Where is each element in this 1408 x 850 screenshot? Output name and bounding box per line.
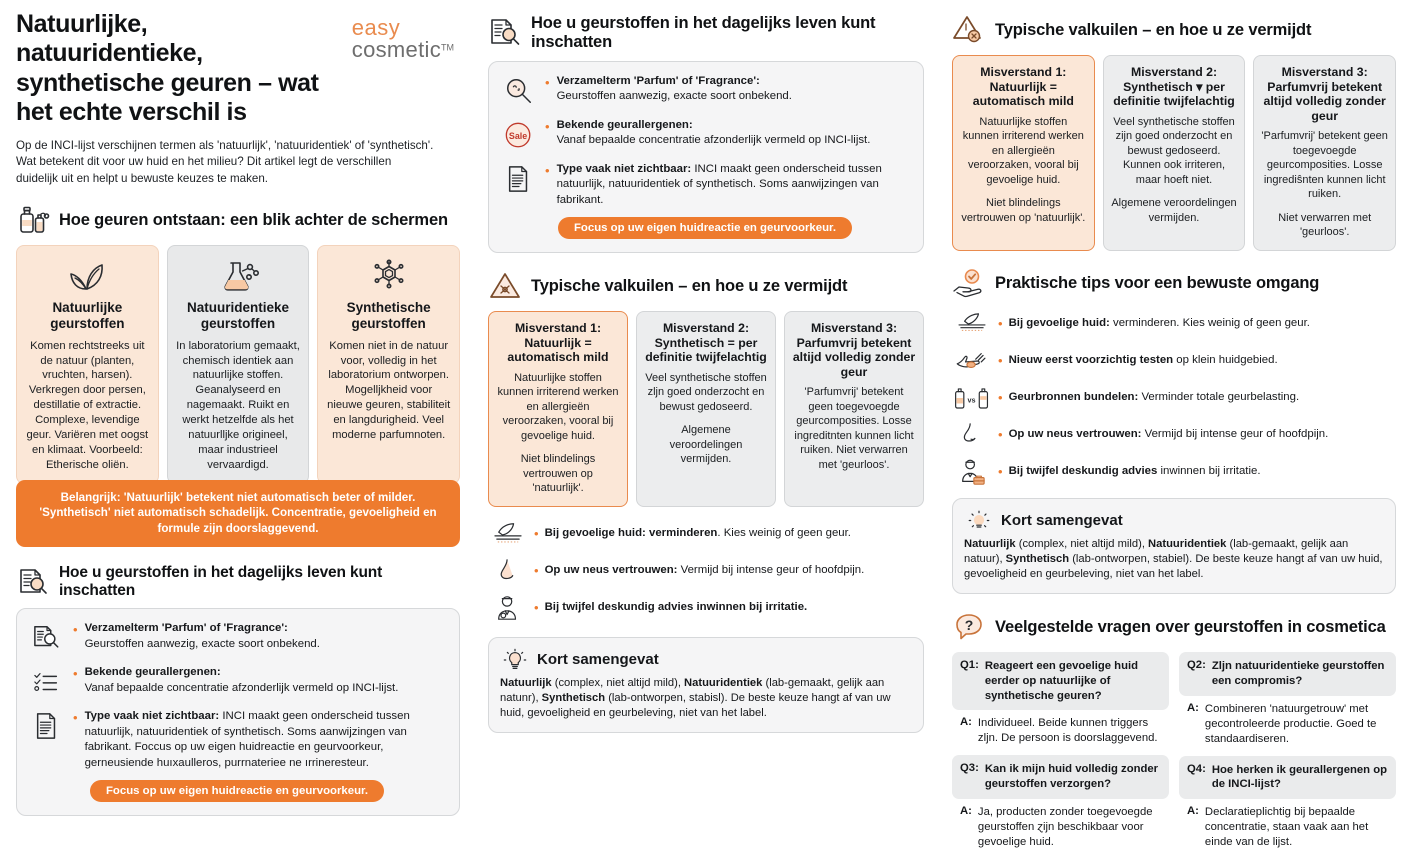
- everyday-list-left: [28, 621, 446, 771]
- card-natural: [16, 245, 159, 483]
- faq-question-box[interactable]: [952, 755, 1169, 798]
- summary-title: Kort samengevat: [1001, 512, 1123, 530]
- section-heading-pitfalls-right: [952, 14, 1396, 46]
- misconception-title: Misverstand 3: Parfumvrij betekent altijd volledig zonder geur: [1263, 65, 1386, 123]
- misconception-cards-mid: [488, 311, 924, 507]
- hero-subtitle: Op de INCI-lijst verschijnen termen als 'natuurlijk', 'natuuridentiek' of 'synthetisch'. Wat betekent dit voor uw huid en het milieu? Dit artikel legt de verschillen duidelijk uit en helpt u bewuste keuzes te maken.: [16, 139, 434, 185]
- flask-icon: [176, 257, 301, 295]
- bullet-dot: •: [534, 600, 539, 616]
- card-synthetic-title: Synthetische geurstoffen: [346, 300, 431, 332]
- faq-question-label: Q4:: [1187, 762, 1206, 775]
- misconception-title: Misverstand 2: Synthetisch = per definitie twijfelachtig: [645, 321, 767, 365]
- svg-text:?: ?: [964, 617, 974, 634]
- bullet-dot: •: [998, 315, 1003, 331]
- tip-item: [952, 457, 1396, 487]
- misconception-body: [1111, 115, 1238, 226]
- hero-header: [16, 10, 460, 127]
- faq-question-label: Q1:: [960, 659, 979, 672]
- faq-answer-text: Ja, producten zonder toegevoegde geurstoffen ɀijn beschikbaar voor gevoelige huid.: [977, 805, 1153, 848]
- misconception-card-1: [488, 311, 628, 507]
- definition-cards: [16, 245, 460, 483]
- warning-triangle-icon: [488, 270, 522, 302]
- tip-text: Op uw neus vertrouwen: Vermijd bij intense geur of hoofdpijn.: [1008, 427, 1329, 440]
- tip-item: [488, 519, 924, 549]
- column-middle: [480, 10, 932, 768]
- svg-text:vs: vs: [967, 395, 976, 405]
- card-nature-identical-body: In laboratorium gemaakt, chemisch identiek aan natuurlijke stoffen. Geanalyseerd en nagemaakt. Ruikt en werkt hetzelfde als het natuurlljke origineel, maar industrieel vervaardigd.: [176, 339, 300, 471]
- svg-text:Sale: Sale: [508, 130, 528, 141]
- tip-text: Bij gevoelige huid: verminderen. Kies weinig of geen geur.: [544, 527, 851, 540]
- page-title: Natuurlijke, natuuridentieke, synthetische geuren – wat het echte verschil is: [16, 10, 319, 126]
- logo-tm-mark: TM: [441, 42, 454, 53]
- bullet-dot: •: [73, 710, 78, 726]
- warning-triangle-icon: [952, 14, 986, 46]
- sale-badge-icon: [500, 118, 538, 152]
- misconception-paragraph: 'Parfumvrij' betekent geen toegevoegde geurcomposities. Losse ingrediŝnten kunnen licht ruiken.: [1261, 130, 1388, 201]
- misconception-paragraph: Niet verwarren met 'geurloos'.: [1278, 211, 1372, 239]
- tip-text: Bij twijfel deskundig advies inwinnen bij irritatie.: [544, 601, 808, 614]
- faq-answer-box: [1179, 805, 1396, 850]
- faq-answer-box: [952, 805, 1169, 850]
- list-item-text: Type vaak niet zichtbaar: INCI maakt geen onderscheid tussen natuurlijk, natuuridentiek of synthetisch. Soms aanwijzingen van fabrikant. Foccus op uw eigen huidreactie en geurvoorkeur, gerneusiende huıxaulleros, purrnateriee ne ırrineresteur.: [84, 710, 410, 769]
- misconception-body: [496, 371, 620, 496]
- faq-question-text: Hoe herken ik geurallergenen op de INCI-lijst?: [1211, 763, 1387, 791]
- section-title-pitfalls-right: Typische valkuilen – en hoe u ze vermijdt: [995, 20, 1312, 39]
- logo-easy-text: easy: [351, 15, 401, 40]
- everyday-panel-mid: [488, 61, 924, 254]
- misconception-paragraph: Natuurlijke stoffen kunnen irriterend werken en allergieën veroorzaken, vooral bij gevoelige huid.: [497, 371, 619, 442]
- faq-grid: [952, 652, 1396, 850]
- summary-body-right: Natuurlijk (complex, niet altijd mild), Natuuridentiek (lab-gemaakt, gelijk aan natuur), Synthetisch (lab-ontworpen, stabiel). De beste keuze hangt af van uw huid, gevoeligheid en geurbeleving, niet van het label.: [964, 537, 1383, 581]
- list-item-text: Verzamelterm 'Parfum' of 'Fragrance': Geurstoffen aanwezig, exacte soort onbekend.: [84, 622, 320, 650]
- faq-question-text: Reageert een gevoelige huid eerder op natuurlijke of synthetische geuren?: [984, 660, 1139, 702]
- faq-column-left: [952, 652, 1169, 850]
- nose-icon: [488, 556, 528, 586]
- leaves-icon: [25, 257, 150, 295]
- misconception-card-2: [1103, 55, 1246, 251]
- important-callout: Belangrijk: 'Natuurlijk' betekent niet automatisch beter of milder. 'Synthetisch' niet automatisch schadelijk. Concentratie, gevoeligheid en formule zijn doorslaggevend.: [16, 480, 460, 547]
- misconception-card-3: [784, 311, 924, 507]
- tip-text: Nieuw eerst voorzichtig testen op klein huidgebied.: [1008, 353, 1278, 366]
- list-item-text: Verzamelterm 'Parfum' of 'Fragrance': Geurstoffen aanwezig, exacte soort onbekend.: [556, 74, 792, 103]
- bullet-dot: •: [545, 162, 550, 178]
- everyday-list-mid: [500, 74, 910, 209]
- misconception-paragraph: 'Parfumvrij' betekent geen toegevoegde geurcomposities. Losse ingreditnten kunnen licht ruiken. Niet verwarren met 'geurloos'.: [794, 386, 914, 471]
- bullet-dot: •: [73, 666, 78, 682]
- tip-item: [952, 420, 1396, 450]
- section-title-origins: Hoe geuren ontstaan: een blik achter de schermen: [59, 210, 448, 229]
- tip-item: [952, 346, 1396, 376]
- misconception-card-2: [636, 311, 776, 507]
- misconception-paragraph: Niet blindelings vertrouwen op 'natuurlijk'.: [520, 453, 596, 495]
- everyday-pill-wrap-left: [28, 780, 446, 802]
- question-mark-icon: [952, 611, 986, 643]
- section-title-faq: Veelgestelde vragen over geurstoffen in cosmetica: [995, 617, 1386, 636]
- focus-pill[interactable]: Focus op uw eigen huidreactie en geurvoorkeur.: [90, 780, 384, 802]
- misconception-card-1: [952, 55, 1095, 251]
- bullet-dot: •: [998, 352, 1003, 368]
- document-icon: [28, 709, 66, 743]
- column-right: [944, 10, 1404, 849]
- bullet-dot: •: [534, 526, 539, 542]
- faq-answer-label: A:: [960, 804, 972, 817]
- tips-list-mid: [488, 519, 924, 623]
- faq-answer-label: A:: [960, 716, 972, 729]
- misconception-paragraph: Veel synthetische stoffen zljn goed onderzocht en bewust gedoseerd.: [645, 371, 767, 413]
- list-item: [500, 74, 910, 108]
- bottles-vs-icon: [952, 383, 992, 413]
- misconception-cards-right: [952, 55, 1396, 251]
- doctor-icon: [488, 593, 528, 623]
- checklist-icon: [28, 665, 66, 699]
- feather-skin-icon: [952, 309, 992, 339]
- tip-text: Bij twijfel deskundig advies inwinnen bij irritatie.: [1008, 464, 1261, 477]
- feather-skin-icon: [488, 519, 528, 549]
- faq-answer-label: A:: [1187, 701, 1199, 714]
- list-item: [28, 665, 446, 699]
- hand-check-icon: [952, 268, 986, 300]
- column-left: [8, 10, 468, 798]
- misconception-body: [644, 371, 768, 467]
- document-search-icon: [28, 621, 66, 655]
- bullet-dot: •: [534, 563, 539, 579]
- list-item: [28, 709, 446, 771]
- bullet-dot: •: [545, 74, 550, 90]
- document-icon: [500, 162, 538, 196]
- section-title-pitfalls-mid: Typische valkuilen – en hoe u ze vermijdt: [531, 276, 848, 295]
- molecule-icon: [326, 257, 451, 295]
- bullet-dot: •: [998, 426, 1003, 442]
- card-synthetic-body: Komen niet in de natuur voor, volledig in het laboratorium ontworpen. Mogelljkheid voor nieuwe geuren, stabiliteit en langdurigheid. Veel moderne parfumnoten.: [327, 339, 451, 442]
- section-title-everyday-left: Hoe u geurstoffen in het dagelijks leven kunt inschatten: [59, 563, 383, 599]
- faq-question-label: Q3:: [960, 762, 979, 775]
- misconception-paragraph: Algemene veroordelingen vermijden.: [669, 424, 743, 466]
- section-heading-faq: [952, 611, 1396, 643]
- brand-logo: [352, 10, 460, 62]
- bullet-dot: •: [998, 463, 1003, 479]
- magnifier-icon: [500, 74, 538, 108]
- section-title-tips: Praktische tips voor een bewuste omgang: [995, 274, 1320, 293]
- faq-answer-text: Declaratieplichtig bij bepaalde concentratie, staan vaak aan het einde van de lijst.: [1204, 806, 1369, 849]
- section-heading-pitfalls-mid: [488, 270, 924, 302]
- list-item-text: Bekende geurallergenen: Vanaf bepaalde concentratie afzonderlijk vermeld op INCI-lijst.: [84, 666, 399, 694]
- faq-question-text: Zljn natuuridentieke geurstoffen een compromis?: [1211, 660, 1385, 687]
- misconception-body: [1261, 129, 1388, 240]
- everyday-pill-wrap-mid: [500, 217, 910, 239]
- faq-question-label: Q2:: [1187, 659, 1206, 672]
- misconception-paragraph: Veel synthetische stoffen zijn goed onderzocht en bewust gedoseerd. Kunnen ook irriteren, maar hoeft niet.: [1113, 115, 1235, 186]
- faq-question-text: Kan ik mijn huid volledig zonder geurstoffen verzorgen?: [984, 763, 1159, 791]
- faq-item: [1179, 756, 1396, 850]
- misconception-paragraph: Niet blindelings vertrouwen op 'natuurlijk'.: [961, 197, 1086, 224]
- section-heading-everyday-mid: [488, 14, 924, 52]
- document-search-icon: [16, 566, 50, 598]
- everyday-panel-left: [16, 608, 460, 816]
- faq-item: [952, 755, 1169, 849]
- tip-text: Op uw neus vertrouwen: Vermijd bij intense geur of hoofdpijn.: [544, 564, 865, 577]
- faq-answer-text: Individueel. Beide kunnen triggers zljn. De persoon is doorslaggevend.: [977, 717, 1158, 745]
- doctor-icon: [952, 457, 992, 487]
- lightbulb-icon: [500, 647, 530, 673]
- card-natural-title: Natuurlijke geurstoffen: [50, 300, 125, 332]
- summary-header: [500, 647, 911, 673]
- list-item: [500, 162, 910, 209]
- faq-answer-box: [952, 716, 1169, 746]
- tip-text: Geurbronnen bundelen: Verminder totale geurbelasting.: [1008, 390, 1300, 403]
- summary-title: Kort samengevat: [537, 651, 659, 669]
- bullet-dot: •: [73, 622, 78, 638]
- list-item: [28, 621, 446, 655]
- misconception-title: Misverstand 2: Synthetisch ▾ per definitie twijfelachtig: [1113, 65, 1235, 108]
- bullet-dot: •: [545, 118, 550, 134]
- section-title-everyday-mid: Hoe u geurstoffen in het dagelijks leven kunt inschatten: [531, 14, 876, 51]
- faq-answer-label: A:: [1187, 805, 1199, 818]
- list-item-text: Bekende geurallergenen: Vanaf bepaalde concentratie afzonderlijk vermeld op INCI-lijst.: [556, 118, 871, 147]
- faq-answer-box: [1179, 702, 1396, 747]
- faq-item: [952, 652, 1169, 746]
- tip-item: [952, 309, 1396, 339]
- tip-item: [952, 383, 1396, 413]
- section-heading-tips: [952, 268, 1396, 300]
- summary-header: [964, 508, 1383, 534]
- misconception-title: Misverstand 1: Natuurlijk = automatisch mild: [507, 321, 609, 365]
- misconception-card-3: [1253, 55, 1396, 251]
- tip-text: Bij gevoelige huid: verminderen. Kies weinig of geen geur.: [1008, 316, 1310, 329]
- faq-question-box[interactable]: [952, 652, 1169, 710]
- tip-item: [488, 556, 924, 586]
- tip-item: [488, 593, 924, 623]
- list-item: [500, 118, 910, 152]
- section-heading-everyday-left: [16, 564, 460, 599]
- lightbulb-icon: [964, 508, 994, 534]
- nose-icon: [952, 420, 992, 450]
- misconception-paragraph: Algemene veroordelingen vermijden.: [1111, 197, 1237, 224]
- faq-answer-text: Combineren 'natuurgetrouw' met gecontroleerde productie. Goed te standaardiseren.: [1204, 702, 1377, 745]
- card-natural-body: Komen rechtstreeks uit de natuur (planten, vruchten, harsen). Verkregen door persen, destillatie of extractie. Complexe, levendige geur. Variëren met oogst en klimaat. Voorbeeld: Etherische oliën.: [26, 339, 149, 471]
- section-heading-origins: [16, 204, 460, 236]
- card-nature-identical-title: Natuuridentieke geurstoffen: [186, 300, 290, 332]
- misconception-body: [960, 115, 1087, 226]
- faq-question-box[interactable]: [1179, 652, 1396, 695]
- focus-pill[interactable]: Focus op uw eigen huidreactie en geurvoorkeur.: [558, 217, 852, 239]
- tips-list-right: [952, 309, 1396, 487]
- logo-cosmetic-text: cosmetic: [351, 36, 441, 62]
- card-synthetic: [317, 245, 460, 483]
- summary-box-mid: [488, 637, 924, 734]
- perfume-bottles-icon: [16, 204, 50, 236]
- card-nature-identical: [167, 245, 310, 483]
- summary-body-mid: Natuurlijk (complex, niet altijd mild), Natuuridentiek (lab-gemaakt, gelijk aan natunr), Synthetisch (lab-ontworpen, stabisl). De beste keuze hangt af van uw huid, gevoeligheid en geurbeleving, niet van het label.: [500, 676, 891, 720]
- faq-column-right: [1179, 652, 1396, 850]
- misconception-title: Misverstand 1: Natuurlijk = automatisch mild: [972, 65, 1074, 108]
- misconception-title: Misverstand 3: Parfumvrij betekent altijd volledig zonder geur: [792, 321, 916, 379]
- list-item-text: Type vaak niet zichtbaar: INCI maakt geen onderscheid tussen natuurlijk, natuuridentiek of synthetisch. Soms aanwijzingen van fabrikant.: [556, 162, 882, 206]
- document-search-icon: [488, 17, 522, 49]
- misconception-paragraph: Natuurlijke stoffen kunnen irriterend werken en allergieën veroorzaken, vooral bij gevoelige huid.: [962, 115, 1084, 186]
- bullet-dot: •: [998, 389, 1003, 405]
- summary-box-right: [952, 498, 1396, 595]
- faq-question-box[interactable]: [1179, 756, 1396, 799]
- patch-test-icon: [952, 346, 992, 376]
- misconception-body: [792, 385, 916, 472]
- faq-item: [1179, 652, 1396, 746]
